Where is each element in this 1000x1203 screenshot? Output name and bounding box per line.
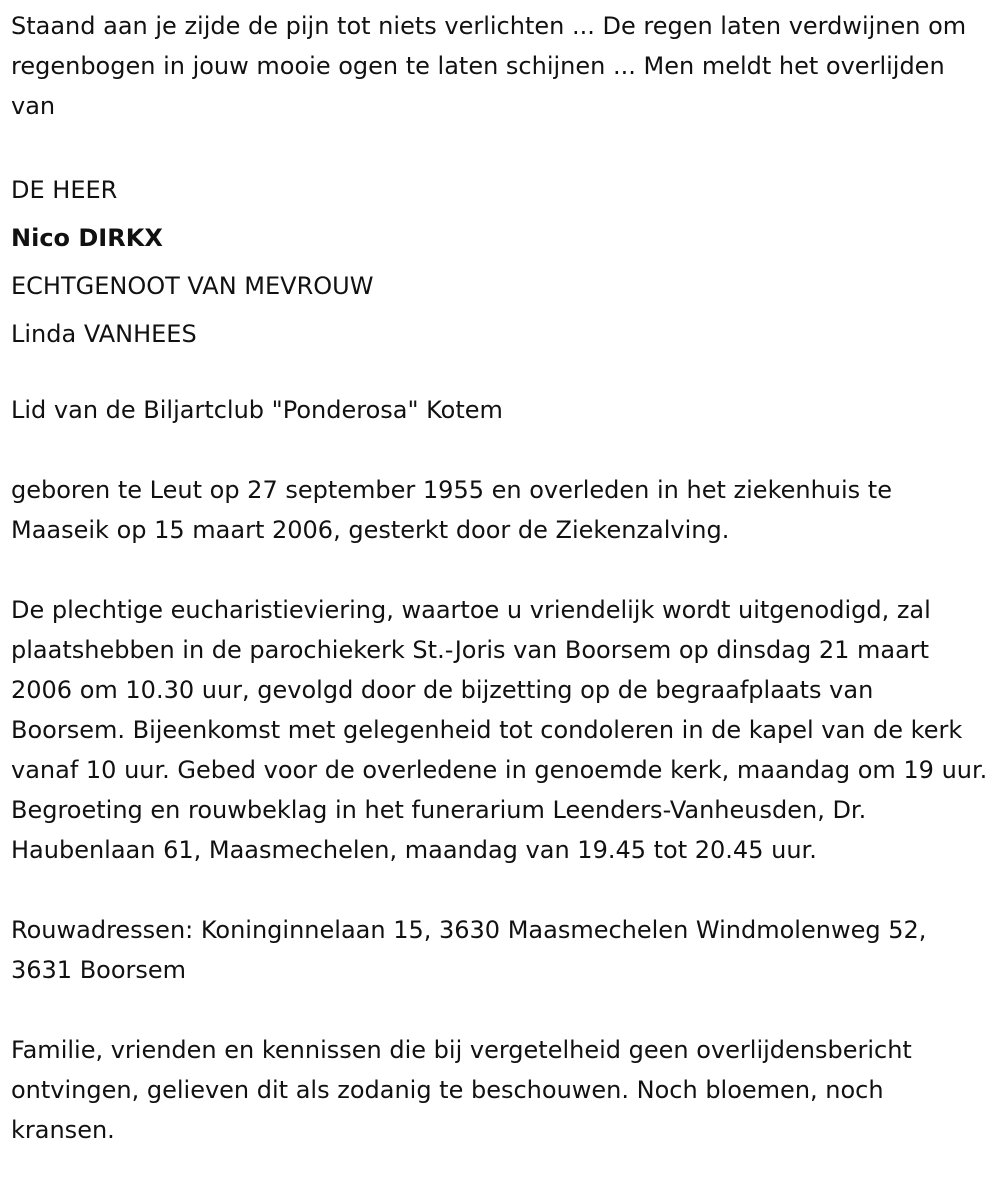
spacer bbox=[11, 990, 990, 1030]
spacer bbox=[11, 430, 990, 470]
addresses-paragraph: Rouwadressen: Koninginnelaan 15, 3630 Maasmechelen Windmolenweg 52, 3631 Boorsem bbox=[11, 916, 927, 984]
spacer bbox=[11, 870, 990, 910]
birth-death-paragraph: geboren te Leut op 27 september 1955 en overleden in het ziekenhuis te Maaseik op 15 maart 2006, gesterkt door de Ziekenzalving. bbox=[11, 476, 892, 544]
intro-paragraph: Staand aan je zijde de pijn tot niets verlichten ... De regen laten verdwijnen om regenbogen in jouw mooie ogen te laten schijnen ... Men meldt het overlijden van bbox=[11, 12, 967, 120]
relation-line: ECHTGENOOT VAN MEVROUW bbox=[11, 272, 374, 300]
membership-line: Lid van de Biljartclub "Ponderosa" Kotem bbox=[11, 396, 503, 424]
deceased-name: Nico DIRKX bbox=[11, 224, 163, 252]
ceremony-paragraph: De plechtige eucharistieviering, waartoe u vriendelijk wordt uitgenodigd, zal plaatshebben in de parochiekerk St.-Joris van Boorsem op dinsdag 21 maart 2006 om 10.30 uur, gevolgd door de bijzetting op de begraafplaats van Boorsem. Bijeenkomst met gelegenheid tot condoleren in de kapel van de kerk vanaf 10 uur. Gebed voor de overledene in genoemde kerk, maandag om 19 uur. Begroeting en rouwbeklag in het funerarium Leenders-Vanheusden, Dr. Haubenlaan 61, Maasmechelen, maandag van 19.45 tot 20.45 uur. bbox=[11, 596, 988, 864]
title-line: DE HEER bbox=[11, 176, 118, 204]
spacer bbox=[11, 550, 990, 590]
spouse-name: Linda VANHEES bbox=[11, 320, 197, 348]
closing-paragraph: Familie, vrienden en kennissen die bij vergetelheid geen overlijdensbericht ontvingen, gelieven dit als zodanig te beschouwen. Noch bloemen, noch kransen. bbox=[11, 1036, 912, 1144]
spacer bbox=[11, 358, 990, 390]
spacer bbox=[11, 126, 990, 166]
